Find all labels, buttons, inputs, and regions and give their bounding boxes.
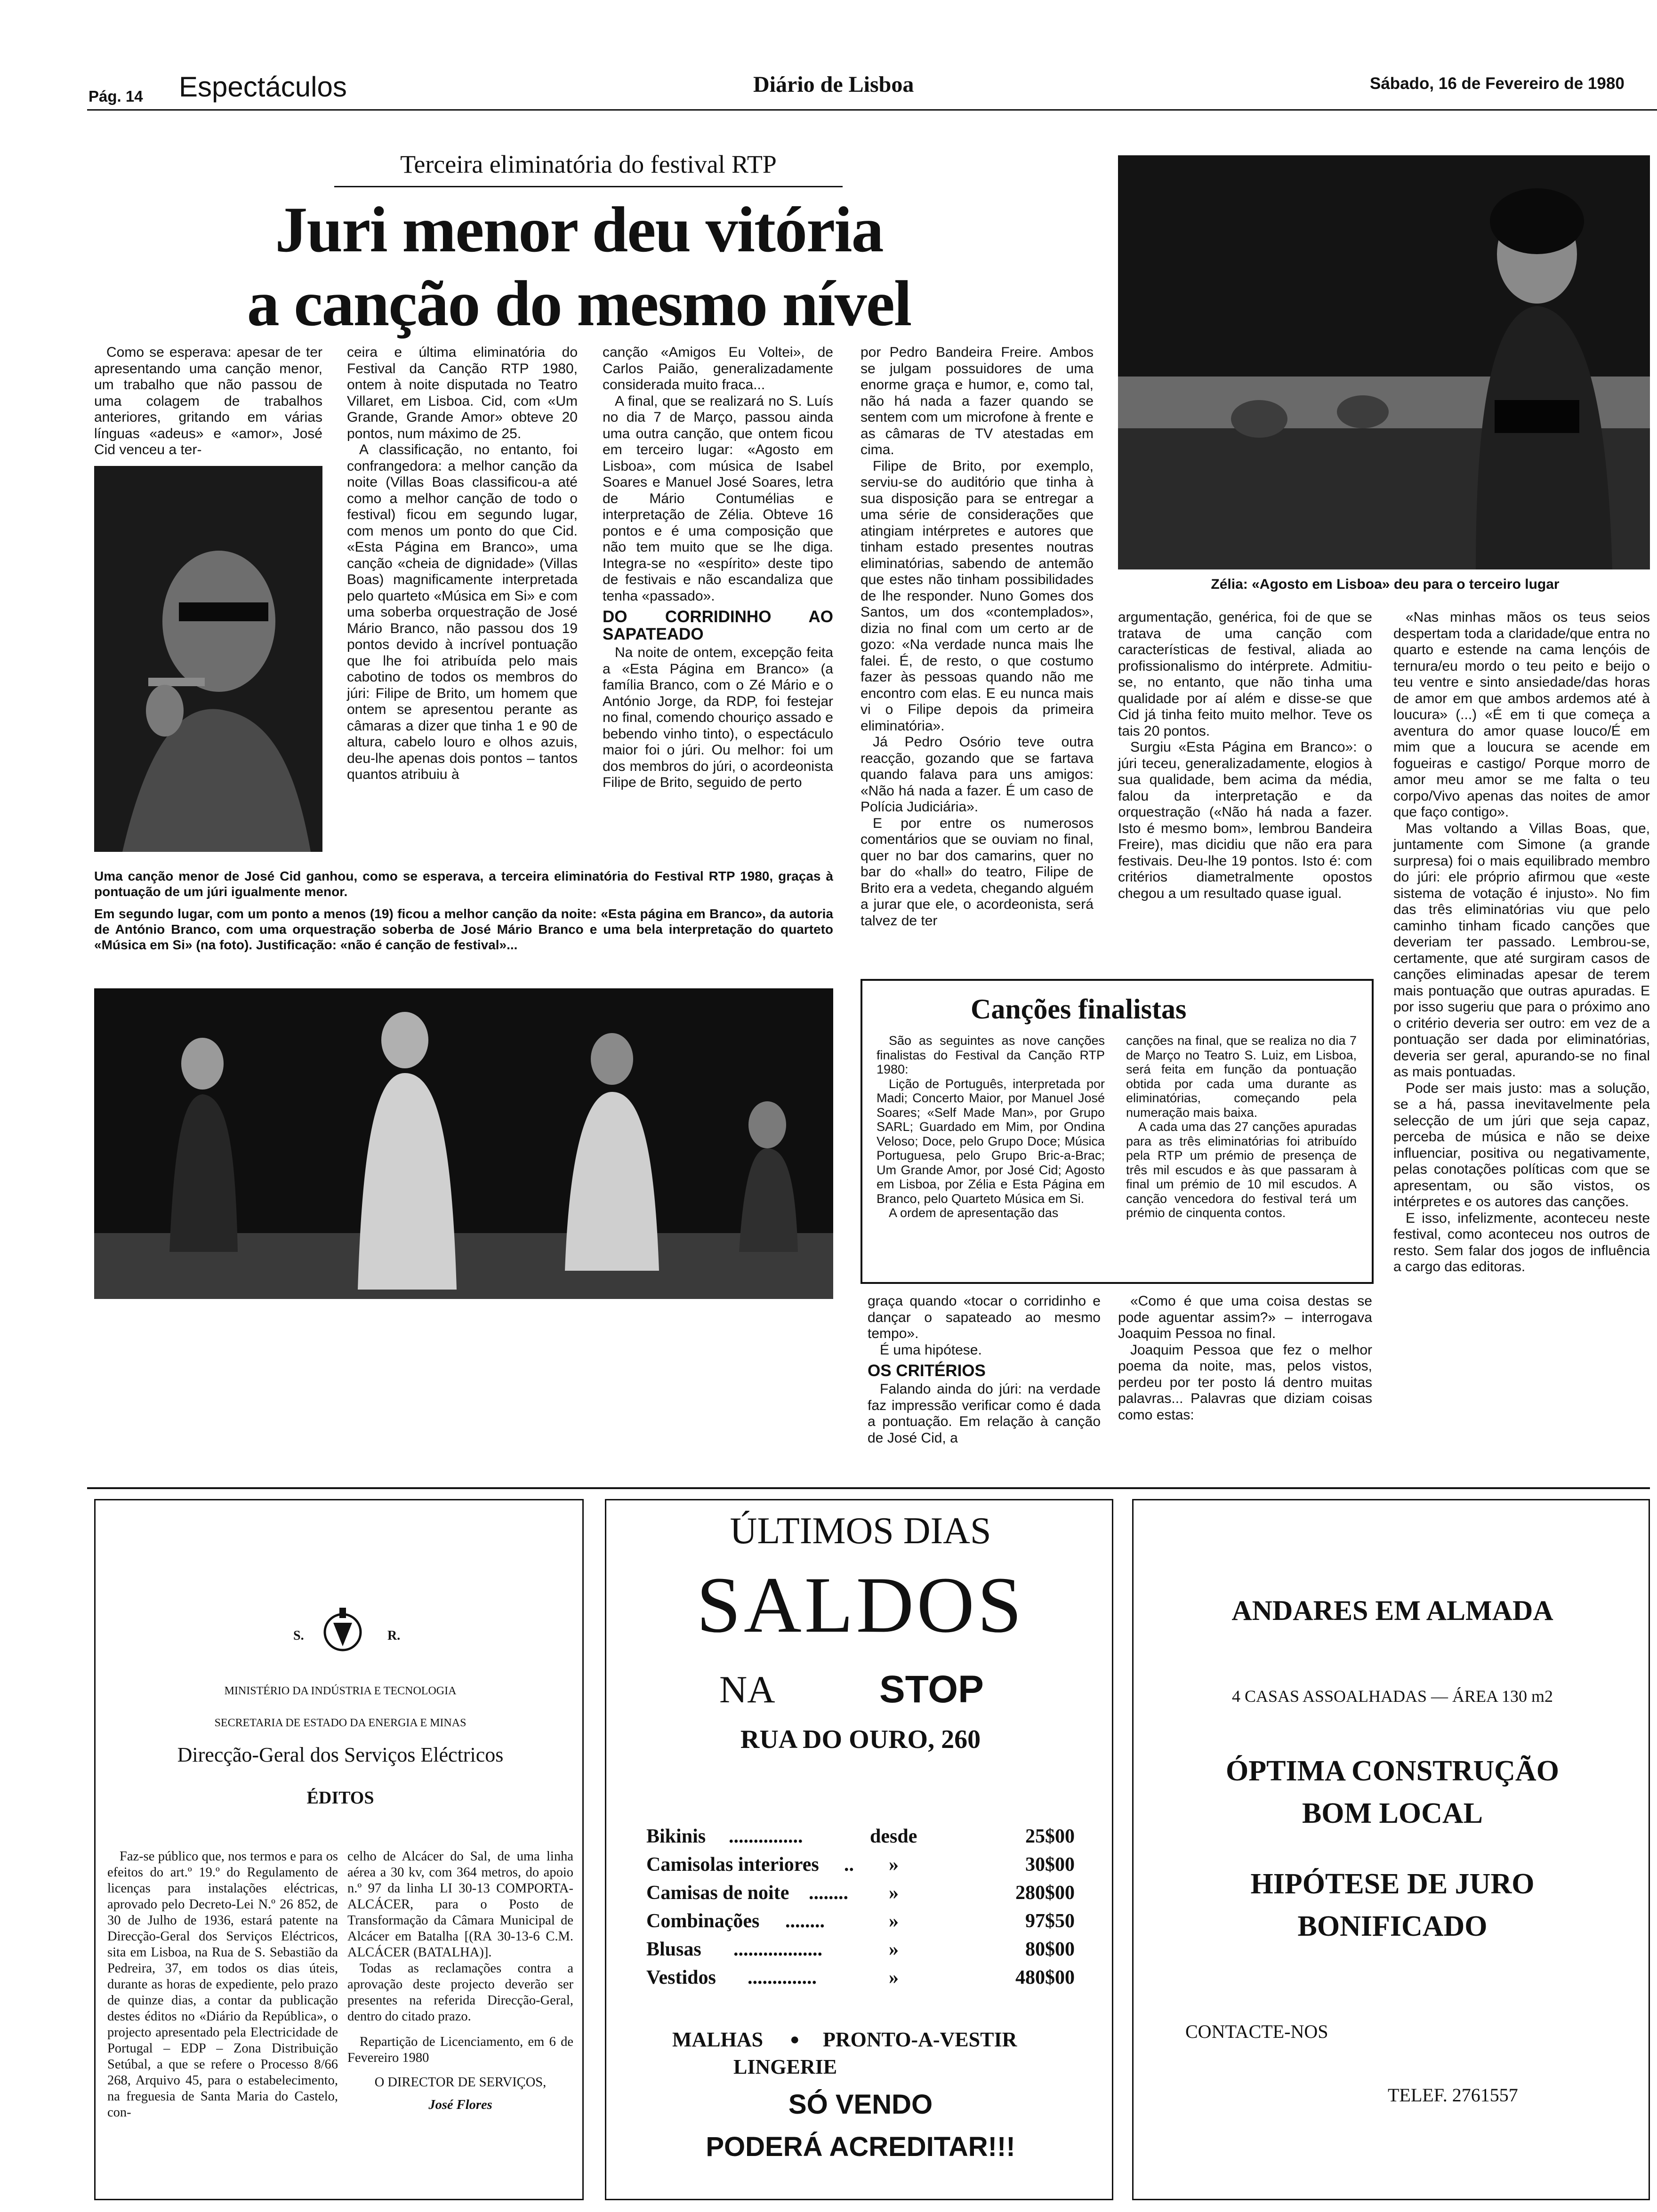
photo-zelia-image bbox=[1118, 155, 1650, 569]
ad-ministry bbox=[94, 1499, 584, 2200]
headline-line-2: a canção do mesmo nível bbox=[247, 267, 911, 339]
ad-almada bbox=[1132, 1499, 1650, 2200]
paragraph: «Nas minhas mãos os teus seios despertam toda a claridade/que entra no quarto e estende na cama lençóis de ternura/eu mordo o teu peito e beijo o teu ventre e sinto ansiedade/das horas de amor em que ambos ardemos até à loucura» (...) «É em ti que começa a aventura do amor quase louco/É em mim que a loucura se acende em fogueiras e castigo/ Porque morro de amor meu amor se me falta o teu corpo/Vivo apenas das noites de amor que faço contigo». bbox=[1393, 609, 1650, 820]
paragraph: argumentação, genérica, foi de que se tratava de uma canção com características de festival, aliada ao profissionalismo do intérprete. Admitiu-se, no entanto, que não tinha uma qualidade por aí além e disse-se que Cid já tinha feito muito melhor. Teve os tais 20 pontos. bbox=[1118, 609, 1372, 739]
price-row bbox=[606, 1882, 1115, 1908]
price-row bbox=[606, 1966, 1115, 1993]
ad-stop-saldos bbox=[605, 1499, 1113, 2200]
caption-main-2: Em segundo lugar, com um ponto a menos (19) ficou a melhor canção da noite: «Esta página em Branco», da autoria de António Branco, com uma orquestração soberba de José Mário Branco e uma bela interpretação do quarteto «Música em Si» (na foto). Justificação: «não é canção de festival»... bbox=[94, 906, 833, 952]
photo-zelia bbox=[1118, 155, 1650, 569]
paragraph: canções na final, que se realiza no dia 7 de Março no Teatro S. Luiz, em Lisboa, será feita em função da pontuação obtida por cada uma durante as eliminatórias, começando pela numeração mais baixa. bbox=[1126, 1034, 1357, 1120]
price-row bbox=[606, 1825, 1115, 1851]
item-price: 97$50 bbox=[1025, 1910, 1075, 1932]
paragraph: Lição de Português, interpretada por Madi; Concerto Maior, por Manuel José Soares; «Self Made Man», por Grupo SARL; Guardado em Mim, por Ondina Veloso; Doce, pelo Grupo Doce; Música Portuguesa, pelo Grupo Bric-a-Brac; Um Grande Amor, por José Cid; Agosto em Lisboa, por Zélia e Esta Página em Branco, pelo Quarteto Música em Si. bbox=[877, 1076, 1105, 1206]
secretaria-name: SECRETARIA DE ESTADO DA ENERGIA E MINAS bbox=[214, 1717, 467, 1729]
price-list bbox=[606, 1825, 1115, 1995]
article-col-2 bbox=[347, 345, 578, 783]
sr-right: R. bbox=[387, 1628, 401, 1643]
finalists-col-2 bbox=[1126, 1034, 1357, 1220]
item-name: Bikinis bbox=[646, 1826, 706, 1847]
article-col-5 bbox=[1118, 609, 1372, 902]
item-name: Camisolas interiores bbox=[646, 1854, 819, 1875]
kicker: Terceira eliminatória do festival RTP bbox=[400, 150, 777, 178]
pronto-a-vestir: PRONTO-A-VESTIR bbox=[823, 2028, 1017, 2051]
item-price: 80$00 bbox=[1025, 1939, 1075, 1960]
finalists-col-1 bbox=[877, 1034, 1105, 1220]
issue-date: Sábado, 16 de Fevereiro de 1980 bbox=[1370, 74, 1625, 93]
paragraph: A cada uma das 27 canções apuradas para as três eliminatórias foi atribuído pela RTP um prémio de presença de três mil escudos e às que passaram à final um prémio de 10 mil escudos. A canção vencedora do festival terá um prémio de cinquenta contos. bbox=[1126, 1120, 1357, 1220]
stop-brand: STOP bbox=[879, 1668, 984, 1711]
paragraph: por Pedro Bandeira Freire. Ambos se julgam possuidores de uma enorme graça e humor, e, como tal, não há nada a fazer quando se sentem com um microfone à frente e as câmaras de TV atestadas em cima. bbox=[861, 345, 1094, 457]
almada-title: ANDARES EM ALMADA bbox=[1231, 1595, 1553, 1626]
saldos-title: SALDOS bbox=[696, 1561, 1025, 1649]
article-col-4 bbox=[861, 345, 1094, 929]
direccao-name: Direcção-Geral dos Serviços Eléctricos bbox=[177, 1743, 504, 1766]
sr-left: S. bbox=[293, 1628, 304, 1643]
paragraph: A ordem de apresentação das bbox=[889, 1206, 1059, 1220]
paragraph: A final, que se realizará no S. Luís no dia 7 de Março, passou ainda uma outra canção, que ontem ficou em terceiro lugar: «Agosto em Lisboa», com música de Isabel Soares e Manuel José Soares, letra de Mário Contumélias e interpretação de Zélia. Obteve 16 pontos e é uma composição que não tem muito que se lhe diga. Integra-se no «espírito» deste tipo de festivais e não escandaliza que tenha «passado». bbox=[603, 393, 833, 604]
subheading-corridinho: DO CORRIDINHO AO SAPATEADO bbox=[603, 608, 833, 643]
ads-top-rule bbox=[87, 1487, 1650, 1489]
bullet-icon: ● bbox=[790, 2030, 800, 2048]
article-col-b2 bbox=[1118, 1293, 1372, 1423]
paragraph: canção «Amigos Eu Voltei», de Carlos Paião, generalizadamente considerada muito fraca... bbox=[603, 345, 833, 393]
malhas: MALHAS bbox=[672, 2028, 764, 2051]
item-dots: ............... bbox=[729, 1826, 803, 1847]
paragraph: Mas voltando a Villas Boas, que, juntamente com Simone (a grande surpresa) foi o mais equilibrado membro do júri: ele próprio afirmou que «este sistema de votação é injusto». No fim das três eliminatórias viu que pelo caminho tinham ficado canções que deveriam ter passado. Lembrou-se, certamente, que até surgiram casos de canções eliminadas apesar de terem mais pontuação que outras apuradas. E por isso sugeriu que para o próximo ano o critério deveria ser outro: em vez de a pontuação ser dada por eliminatórias, deveria ser geral, apurando-se no final as mais pontuadas. bbox=[1393, 820, 1650, 1080]
na-word: NA bbox=[719, 1668, 775, 1711]
item-label: » bbox=[889, 1910, 899, 1932]
paragraph: Repartição de Licenciamento, em 6 de Fevereiro 1980 bbox=[347, 2035, 573, 2065]
almada-bom-local: BOM LOCAL bbox=[1302, 1797, 1483, 1829]
photo-jose-cid bbox=[94, 466, 322, 852]
price-row bbox=[606, 1910, 1115, 1936]
item-name: Vestidos bbox=[646, 1967, 716, 1988]
stop-address: RUA DO OURO, 260 bbox=[740, 1725, 981, 1754]
finalists-title: Canções finalistas bbox=[971, 994, 1187, 1025]
paragraph: Surgiu «Esta Página em Branco»: o júri teceu, generalizadamente, elogios à sua qualidade, bem acima da média, falou da interpretação e da orquestração («Não há nada a fazer. Isto é mesmo bom», lembrou Bandeira Freire), mas dicidiu que não era para festivais. Deu-lhe 19 pontos. Isto é: com critérios diametralmente opostos chegou a um resultado quase igual. bbox=[1118, 739, 1372, 901]
paragraph: Joaquim Pessoa que fez o melhor poema da noite, mas, pelos vistos, perdeu por ter posto lá dentro muitas palavras... Palavras que diziam coisas como estas: bbox=[1118, 1342, 1372, 1423]
almada-optima: ÓPTIMA CONSTRUÇÃO bbox=[1226, 1755, 1559, 1787]
item-dots: ........ bbox=[809, 1882, 848, 1904]
ministry-col-2 bbox=[347, 1849, 573, 2113]
price-row bbox=[606, 1938, 1115, 1964]
subheading-criterios: OS CRITÉRIOS bbox=[868, 1362, 986, 1380]
paragraph: São as seguintes as nove canções finalistas do Festival da Canção RTP 1980: bbox=[877, 1034, 1105, 1076]
item-name: Camisas de noite bbox=[646, 1882, 789, 1904]
header-rule bbox=[87, 109, 1657, 111]
so-vendo: SÓ VENDO bbox=[788, 2089, 933, 2120]
item-price: 25$00 bbox=[1025, 1826, 1075, 1847]
photo-musica-em-si bbox=[94, 988, 833, 1299]
article-col-1 bbox=[94, 345, 322, 458]
almada-hipotese: HIPÓTESE DE JURO bbox=[1250, 1868, 1535, 1900]
kicker-rule bbox=[334, 186, 843, 187]
almada-contacte: CONTACTE-NOS bbox=[1185, 2021, 1328, 2042]
almada-telef: TELEF. 2761557 bbox=[1388, 2084, 1518, 2106]
paragraph: Faz-se público que, nos termos e para os efeitos do art.º 19.º do Regulamento de licenças para instalações eléctricas, aprovado pelo Decreto-Lei N.º 26 852, de 30 de Julho de 1936, estará patente na Direcção-Geral dos Serviços Eléctricos, sita em Lisboa, na Rua de S. Sebastião da Pedreira, 37, em todos os dias úteis, durante as horas de expediente, pelo prazo de quinze dias, a contar da publicação destes éditos no «Diário da República», o projecto apresentado pela Electricidade de Portugal – EDP – Zona Distribuição Setúbal, a que se refere o Processo 8/66 268, Arquivo 45, para o estabelecimento, na freguesia de Santa Maria do Castelo, con- bbox=[107, 1849, 338, 2120]
finalists-box bbox=[861, 979, 1374, 1284]
paragraph: celho de Alcácer do Sal, de uma linha aérea a 30 kv, com 364 metros, do apoio n.º 97 da linha LI 30-13 COMPORTA-ALCÁCER, para o Posto de Transformação da Câmara Municipal de Alcácer em Batalha [(RA 30-13-6 C.M. ALCÁCER (BATALHA)]. bbox=[347, 1849, 573, 1960]
ministry-name: MINISTÉRIO DA INDÚSTRIA E TECNOLOGIA bbox=[224, 1685, 457, 1697]
item-dots: .................. bbox=[733, 1939, 822, 1960]
paragraph: Como se esperava: apesar de ter apresentando uma canção menor, um trabalho que não passou de uma colagem de trabalhos anteriores, gritando em várias línguas «adeus» e «amor», José Cid venceu a ter- bbox=[94, 345, 322, 457]
paragraph: Filipe de Brito, por exemplo, serviu-se do auditório que tinha à sua disposição para se entregar a uma série de considerações que atingiam intérpretes e autores que tinham estado presentes noutras eliminatórias, sabendo de antemão que estes não tinham possibilidades de lhe responder. Nuno Gomes dos Santos, um dos «contemplados», dizia no final com um certo ar de gozo: «Na verdade nunca mais lhe falei. É, de resto, o que costumo fazer às pessoas quando não me encontro com elas. E eu nunca mais vi o Filipe depois da primeira eliminatória». bbox=[861, 458, 1094, 734]
paragraph: graça quando «tocar o corridinho e dançar o sapateado ao mesmo tempo». bbox=[868, 1293, 1101, 1341]
headline-line-1: Juri menor deu vitória bbox=[275, 193, 883, 265]
item-price: 30$00 bbox=[1025, 1854, 1075, 1875]
section-title: Espectáculos bbox=[179, 71, 347, 103]
item-price: 480$00 bbox=[1015, 1967, 1075, 1988]
paragraph: E por entre os numerosos comentários que se ouviam no final, quer no bar dos camarins, quer no bar do «hall» do teatro, Filipe de Brito era a vedeta, chegando alguém a jurar que ele, o acordeonista, será talvez de ter bbox=[861, 815, 1094, 929]
podera-acreditar: PODERÁ ACREDITAR!!! bbox=[706, 2132, 1015, 2162]
paragraph: Na noite de ontem, excepção feita a «Esta Página em Branco» (a família Branco, com o Zé Mário e o António Jorge, da RDP, foi festejar no final, comendo chouriço assado e bebendo vinho tinto), o espectáculo maior foi o júri. Ou melhor: foi um dos membros do júri, o acordeonista Filipe de Brito, seguido de perto bbox=[603, 645, 833, 790]
article-col-b1 bbox=[868, 1293, 1101, 1446]
coat-of-arms-icon bbox=[317, 1604, 369, 1656]
ministry-col-1 bbox=[107, 1849, 338, 2121]
item-price: 280$00 bbox=[1015, 1882, 1075, 1904]
director-signature: José Flores bbox=[428, 2098, 492, 2112]
paragraph: Pode ser mais justo: mas a solução, se a há, passa inevitavelmente pela selecção de um júri que seja capaz, perceba de música e não se deixe influenciar, positiva ou negativamente, pelas conotações políticas com que se apresentam, ou são vistos, os intérpretes e os autores das canções. bbox=[1393, 1080, 1650, 1210]
photo-musica-em-si-image bbox=[94, 988, 833, 1299]
almada-casas: 4 CASAS ASSOALHADAS — ÁREA 130 m2 bbox=[1231, 1687, 1553, 1706]
director-title: O DIRECTOR DE SERVIÇOS, bbox=[374, 2075, 547, 2090]
item-label: » bbox=[889, 1882, 899, 1904]
paragraph: «Como é que uma coisa destas se pode aguentar assim?» – interrogava Joaquim Pessoa no final. bbox=[1118, 1293, 1372, 1341]
item-name: Blusas bbox=[646, 1939, 701, 1960]
caption-main-1: Uma canção menor de José Cid ganhou, como se esperava, a terceira eliminatória do Festival RTP 1980, graças à pontuação de um júri igualmente menor. bbox=[94, 869, 833, 899]
page-number: Pág. 14 bbox=[88, 88, 143, 105]
editos-title: ÉDITOS bbox=[306, 1788, 374, 1808]
item-dots: .............. bbox=[748, 1967, 817, 1988]
paragraph: E isso, infelizmente, aconteceu neste festival, como aconteceu nos outros de resto. Sem falar dos jogos de influência a cargo das editoras. bbox=[1393, 1210, 1650, 1274]
paragraph: ceira e última eliminatória do Festival da Canção RTP 1980, ontem à noite disputada no Teatro Villaret, em Lisboa. Cid, com «Um Grande, Grande Amor» obteve 20 pontos, num máximo de 25. bbox=[347, 345, 578, 441]
item-label: » bbox=[889, 1967, 899, 1988]
item-dots: .. bbox=[844, 1854, 854, 1875]
photo-jose-cid-image bbox=[94, 466, 322, 852]
paragraph: A classificação, no entanto, foi confrangedora: a melhor canção da noite (Villas Boas classificou-a até como a melhor canção de todo o festival) ficou em segundo lugar, com menos um ponto do que Cid. «Esta Página em Branco», uma canção «cheia de dignidade» (Villas Boas) magnificamente interpretada pelo quarteto «Música em Si» e com uma soberba orquestração de José Mário Branco, não passou dos 19 pontos devido à incrível pontuação que lhe foi atribuída pelo mais cabotino de todos os membros do júri: Filipe de Brito, um homem que ontem se apresentou perante as câmaras a dizer que tinha 1 e 90 de altura, cabelo louro e olhos azuis, deu-lhe apenas dois pontos – tantos quantos atribuiu à bbox=[347, 442, 578, 782]
article-col-3 bbox=[603, 345, 833, 791]
newspaper-name: Diário de Lisboa bbox=[753, 72, 914, 97]
item-dots: ........ bbox=[785, 1910, 825, 1932]
item-name: Combinações bbox=[646, 1910, 760, 1932]
paragraph: Todas as reclamações contra a aprovação deste projecto deverão ser presentes na referida Direcção-Geral, dentro do citado prazo. bbox=[347, 1961, 573, 2024]
paragraph: É uma hipótese. bbox=[880, 1342, 982, 1358]
item-label: desde bbox=[870, 1826, 917, 1847]
paragraph: Falando ainda do júri: na verdade faz impressão verificar como é dada a pontuação. Em relação à canção de José Cid, a bbox=[868, 1381, 1101, 1446]
item-label: » bbox=[889, 1854, 899, 1875]
price-row bbox=[606, 1853, 1115, 1880]
article-col-6 bbox=[1393, 609, 1650, 1275]
paragraph: Já Pedro Osório teve outra reacção, gozando que se fartava quando falava para uns amigos: «Não há nada a fazer. É um caso de Polícia Judiciária». bbox=[861, 734, 1094, 815]
almada-bonificado: BONIFICADO bbox=[1297, 1910, 1488, 1942]
lingerie: LINGERIE bbox=[733, 2055, 837, 2078]
photo-caption-zelia: Zélia: «Agosto em Lisboa» deu para o terceiro lugar bbox=[1211, 577, 1560, 592]
ultimos-dias: ÚLTIMOS DIAS bbox=[730, 1510, 991, 1552]
item-label: » bbox=[889, 1939, 899, 1960]
